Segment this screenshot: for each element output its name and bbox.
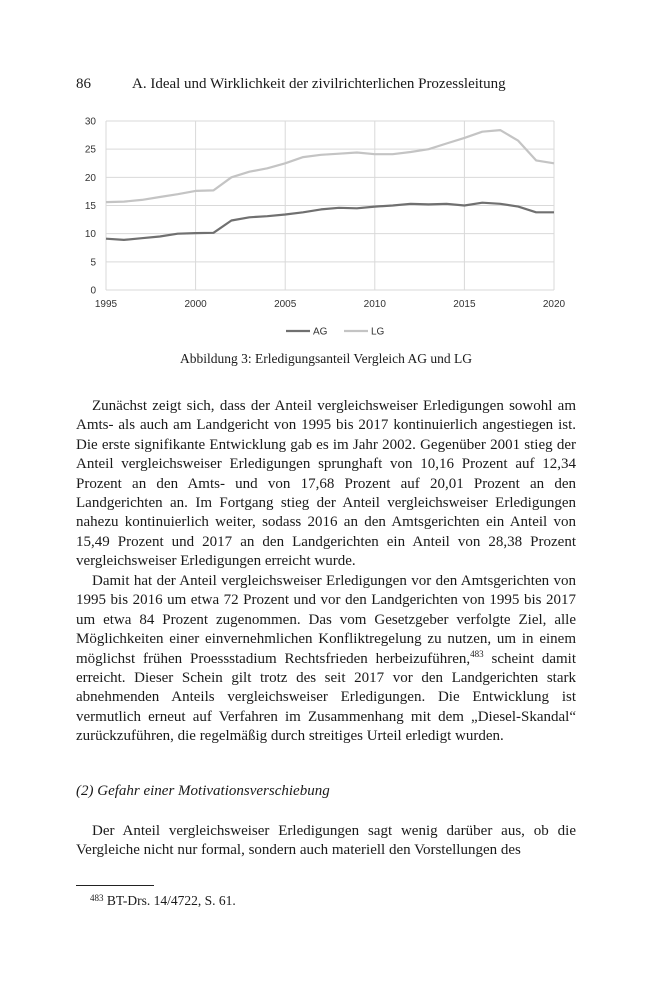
- y-tick-label: 0: [90, 285, 96, 297]
- legend-label-lg: LG: [371, 326, 385, 338]
- running-title: A. Ideal und Wirklichkeit der zivilrichterlichen Prozessleitung: [132, 76, 506, 92]
- y-tick-label: 20: [84, 172, 96, 184]
- y-tick-label: 15: [84, 201, 96, 212]
- y-tick-label: 30: [84, 116, 96, 128]
- series-line-lg: [106, 130, 554, 202]
- paragraph-3: Der Anteil vergleichsweiser Erledigungen sagt wenig darüber aus, ob die Vergleiche nicht nur formal, sondern auch materiell den Vorstellungen des: [76, 823, 576, 859]
- footnote: [90, 893, 236, 909]
- line-chart: [76, 108, 576, 348]
- chart-svg: [76, 108, 576, 348]
- x-tick-label: 1995: [94, 299, 118, 310]
- series-line-ag: [106, 203, 554, 240]
- footnote-separator: [76, 885, 154, 886]
- y-tick-label: 10: [84, 229, 96, 241]
- footnote-number: 483: [90, 893, 104, 903]
- section-heading: (2) Gefahr einer Motivationsverschiebung: [76, 783, 330, 799]
- paragraph-2-text-a: Damit hat der Anteil vergleichsweiser Erledigungen vor den Amtsgerichten von 1995 bis 2016 um etwa 72 Prozent und vor den Landgerichten von 1995 bis 2017 um etwa 84 Prozent zugenommen. Das vom Gesetzgeber verfolgte Ziel, alle Möglichkeiten einer einvernehmlichen Konfliktregelung zu nutzen, um in einem möglichst frühen Proessstadium Rechtsfrieden herbeizuführen,: [76, 573, 576, 667]
- paragraph-2-text-b: scheint damit erreicht. Dieser Schein gilt trotz des seit 2017 vor den Landgerichten stark abnehmenden Anteils vergleichsweiser Erledigungen. Die Entwicklung ist vermutlich erneut auf Verfahren im Zusammenhang mit dem „Diesel-Skandal“ zurückzuführen, die regelmäßig durch streitiges Urteil erledigt wurden.: [76, 650, 576, 745]
- x-tick-label: 2005: [274, 299, 297, 310]
- paragraph-1: Zunächst zeigt sich, dass der Anteil vergleichsweiser Erledigungen sowohl am Amts- als auch am Landgericht von 1995 bis 2017 kontinuierlich angestiegen ist. Die erste signifikante Entwicklung gab es im Jahr 2002. Gegenüber 2001 stieg der Anteil vergleichsweiser Erledigungen sprunghaft von 10,16 Prozent auf 12,34 Prozent an den Amts- und von 17,68 Prozent auf 20,01 Prozent an den Landgerichten an. Im Fortgang stieg der Anteil vergleichsweiser Erledigungen nahezu kontinuierlich weiter, sodass 2016 an den Amtsgerichten ein Anteil von 15,49 Prozent und 2017 an den Landgerichten ein Anteil von 28,38 Prozent vergleichsweiser Erledigungen erreicht wurde.: [76, 398, 576, 570]
- page-header: [76, 76, 576, 96]
- paragraph-2: [76, 572, 576, 747]
- x-tick-label: 2015: [453, 299, 476, 310]
- footnote-text: BT-Drs. 14/4722, S. 61.: [103, 893, 236, 908]
- y-tick-label: 25: [84, 144, 96, 156]
- legend-label-ag: AG: [313, 326, 328, 338]
- x-tick-label: 2000: [184, 299, 207, 310]
- x-tick-label: 2010: [363, 299, 386, 310]
- x-tick-label: 2020: [542, 299, 566, 310]
- footnote-reference: 483: [470, 648, 484, 659]
- y-tick-label: 5: [90, 257, 96, 269]
- page-number: 86: [76, 76, 91, 92]
- figure-caption: Abbildung 3: Erledigungsanteil Vergleich AG und LG: [180, 351, 472, 366]
